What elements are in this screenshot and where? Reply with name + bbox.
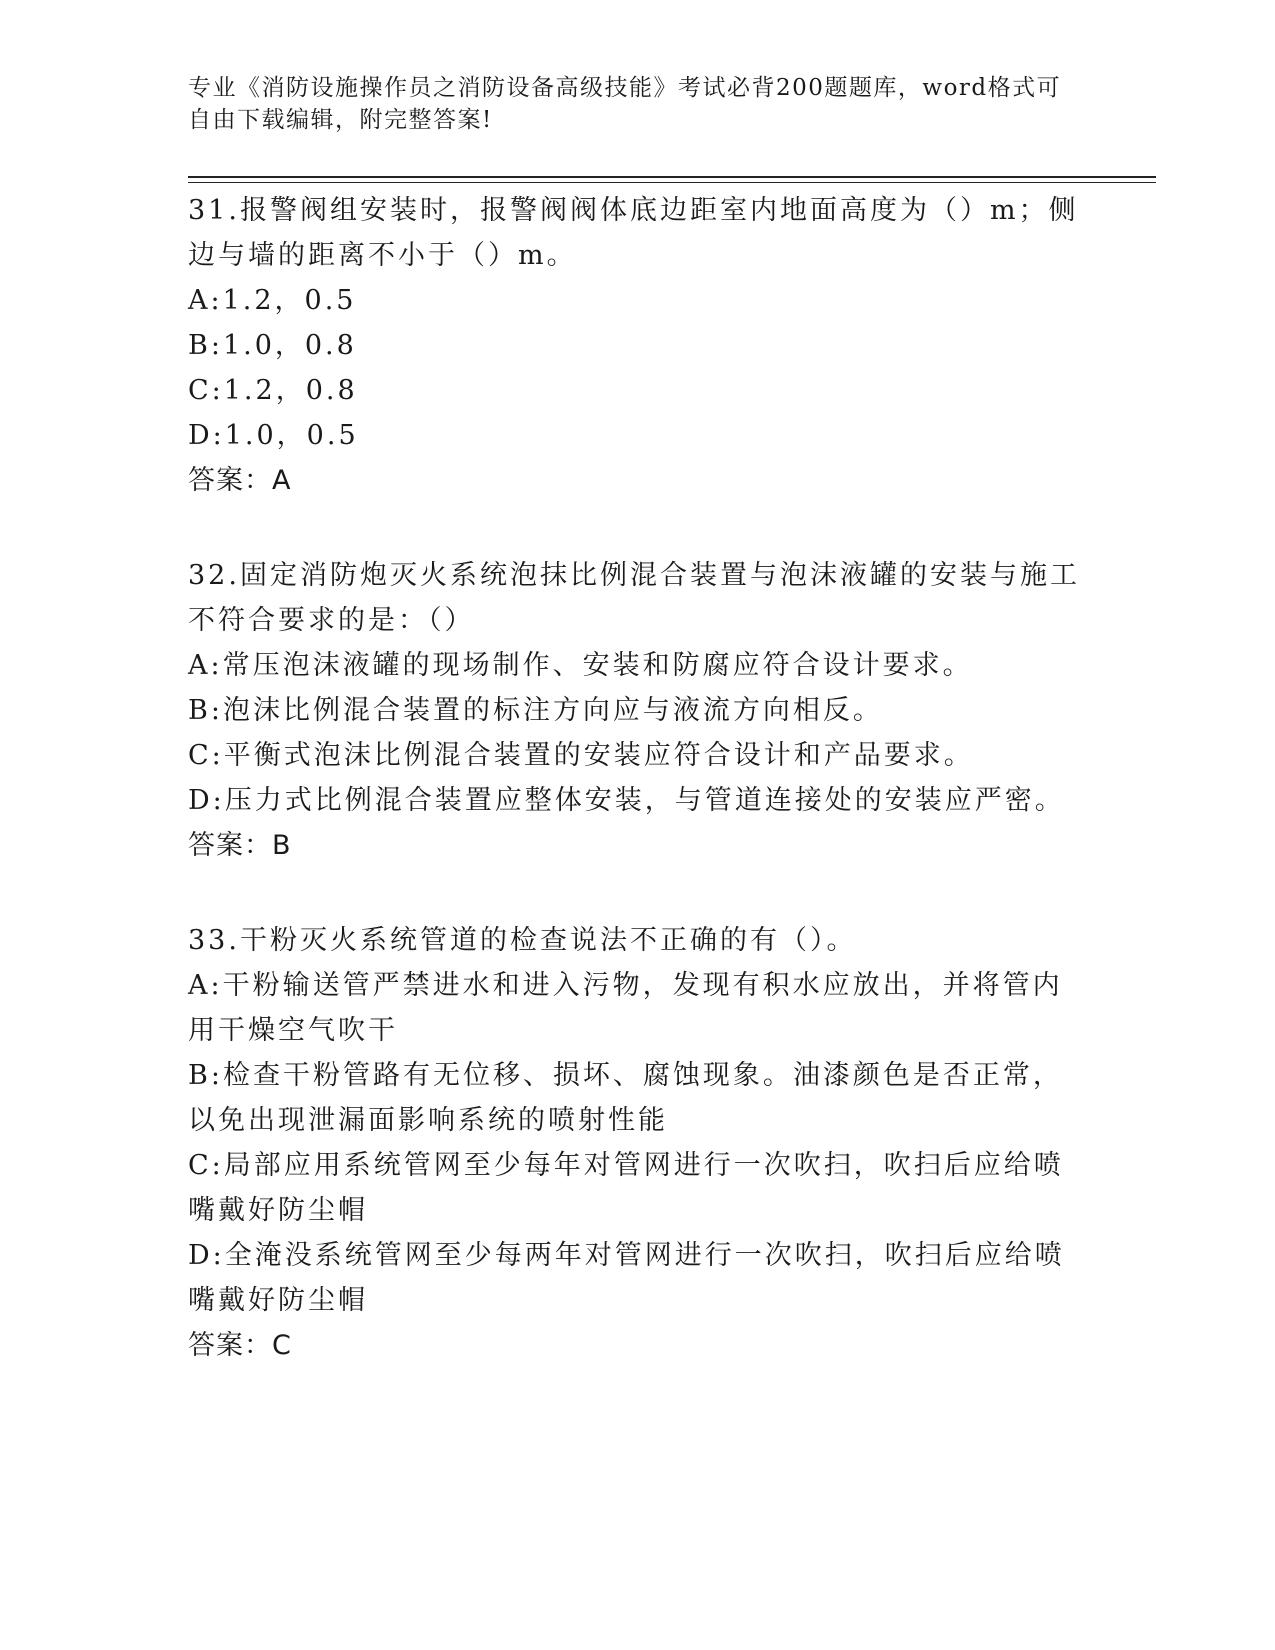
option-b: B:检查干粉管路有无位移、损坏、腐蚀现象。油漆颜色是否正常，以免出现泄漏面影响系统的喷射性能 xyxy=(188,1060,1063,1136)
answer: 答案：B xyxy=(188,830,292,861)
option-d: D:1.0，0.5 xyxy=(188,420,359,451)
header-divider-thick xyxy=(188,176,1156,178)
question-32 xyxy=(188,553,1088,868)
option-d: D:全淹没系统管网至少每两年对管网进行一次吹扫，吹扫后应给喷嘴戴好防尘帽 xyxy=(188,1240,1065,1316)
option-a: A:干粉输送管严禁进水和进入污物，发现有积水应放出，并将管内用干燥空气吹干 xyxy=(188,970,1063,1046)
question-stem: 32.固定消防炮灭火系统泡抹比例混合装置与泡沫液罐的安装与施工不符合要求的是：（） xyxy=(188,560,1080,636)
question-31 xyxy=(188,188,1088,503)
option-c: C:局部应用系统管网至少每年对管网进行一次吹扫，吹扫后应给喷嘴戴好防尘帽 xyxy=(188,1150,1064,1226)
question-stem: 33.干粉灭火系统管道的检查说法不正确的有（）。 xyxy=(188,925,857,956)
option-a: A:常压泡沫液罐的现场制作、安装和防腐应符合设计要求。 xyxy=(188,650,973,681)
header-divider-thin xyxy=(188,182,1156,183)
option-c: C:1.2，0.8 xyxy=(188,375,358,406)
question-list xyxy=(188,188,1088,1368)
answer: 答案：C xyxy=(188,1330,292,1361)
answer: 答案：A xyxy=(188,465,292,496)
option-a: A:1.2，0.5 xyxy=(188,285,357,316)
document-header: 专业《消防设施操作员之消防设备高级技能》考试必背200题题库，word格式可自由下载编辑，附完整答案! xyxy=(188,75,1062,133)
question-spacer xyxy=(188,503,1088,553)
question-spacer xyxy=(188,868,1088,918)
option-d: D:压力式比例混合装置应整体安装，与管道连接处的安装应严密。 xyxy=(188,785,1065,816)
question-33 xyxy=(188,918,1088,1368)
question-stem: 31.报警阀组安装时，报警阀阀体底边距室内地面高度为（）m；侧边与墙的距离不小于（）m。 xyxy=(188,195,1079,271)
option-b: B:1.0，0.8 xyxy=(188,330,357,361)
option-b: B:泡沫比例混合装置的标注方向应与液流方向相反。 xyxy=(188,695,883,726)
option-c: C:平衡式泡沫比例混合装置的安装应符合设计和产品要求。 xyxy=(188,740,974,771)
